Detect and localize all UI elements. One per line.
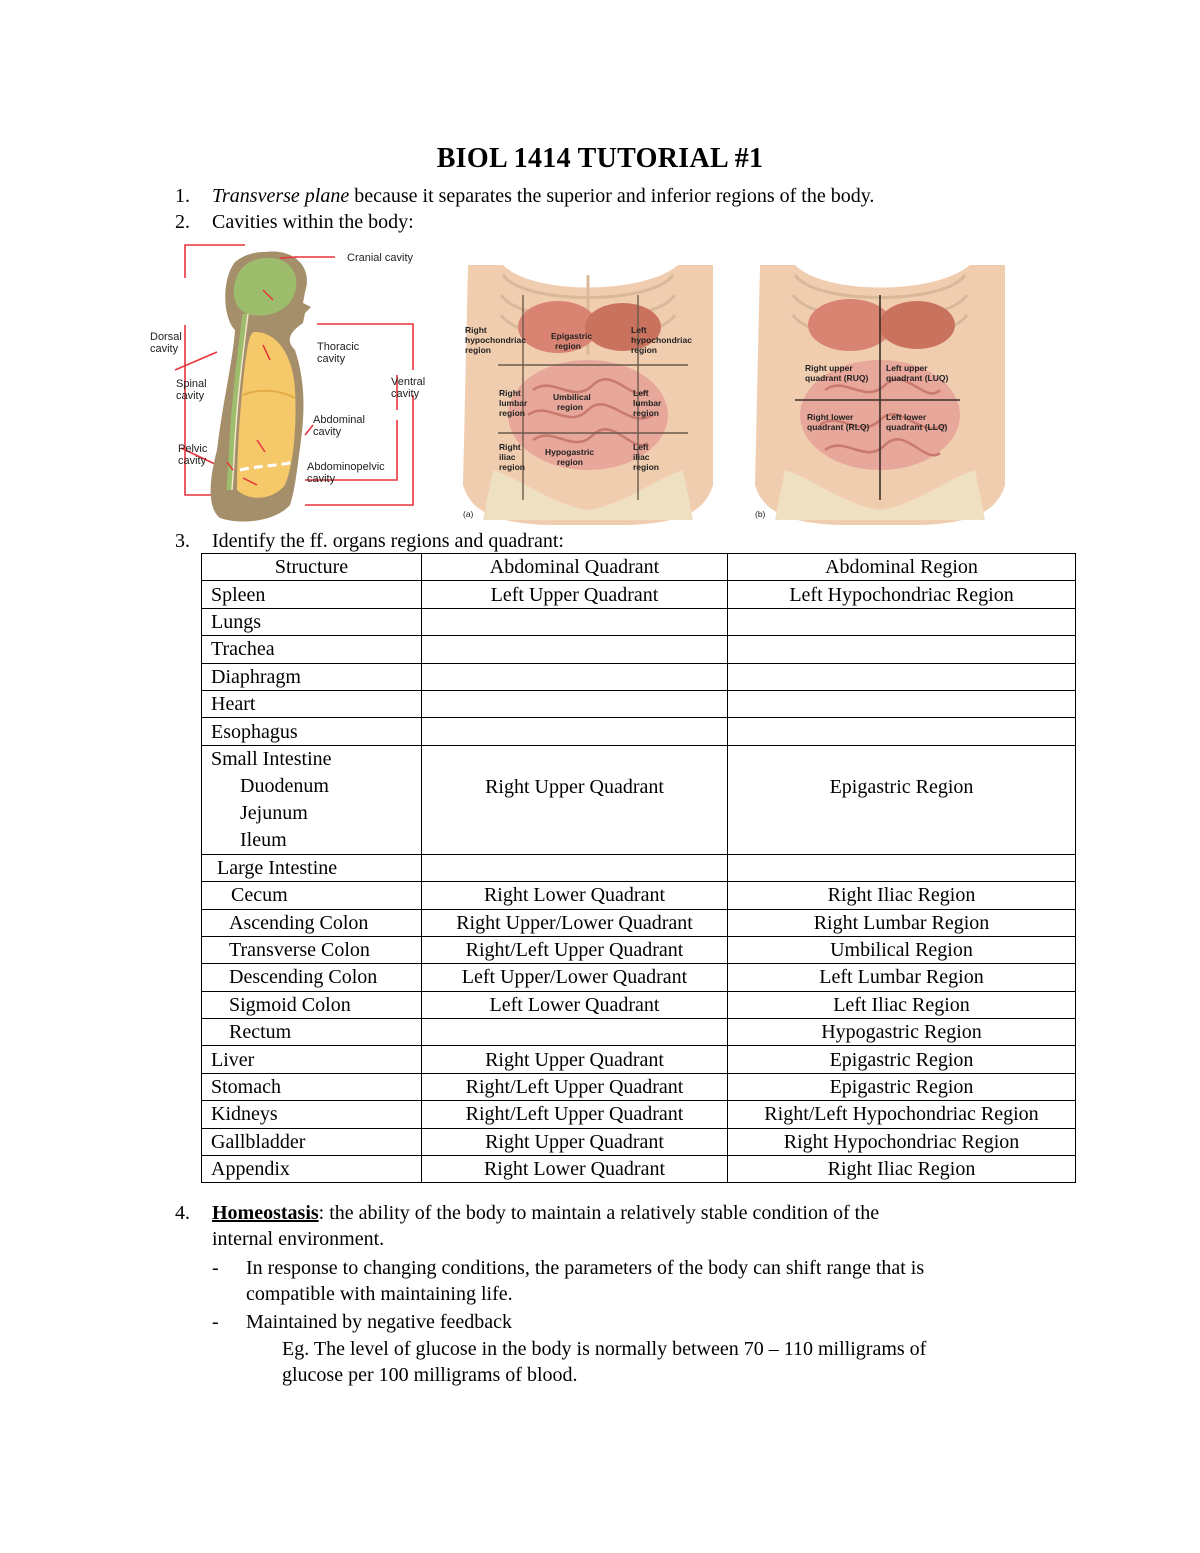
label-thoracic-cavity-2: cavity [317,353,346,365]
cell-quadrant: Right/Left Upper Quadrant [422,1073,728,1100]
bullet-dash: - [212,1257,219,1279]
label-left-iliac-2: iliac [633,452,650,462]
cell-region: Hypogastric Region [728,1019,1076,1046]
label-left-hypochondriac: Left [631,325,647,335]
label-spinal-cavity: Spinal [176,378,207,390]
cell-structure: Heart [202,690,422,717]
table-row-small-intestine [202,745,1076,854]
label-epigastric-2: region [555,341,581,351]
small-intestine-label: Small Intestine [211,747,332,770]
table-row [202,1156,1076,1183]
small-intestine-part: Duodenum [240,774,329,797]
header-region: Abdominal Region [728,554,1076,581]
bullet-dash: - [212,1311,219,1333]
cell-quadrant: Right Upper Quadrant [422,1128,728,1155]
header-quadrant: Abdominal Quadrant [422,554,728,581]
label-pelvic-cavity-2: cavity [178,455,207,467]
homeostasis-term: Homeostasis [212,1202,319,1224]
small-intestine-part: Jejunum [240,801,308,824]
cell-quadrant [422,636,728,663]
label-abdominopelvic-cavity-2: cavity [307,473,336,485]
table-row [202,718,1076,745]
abdominal-quadrants-figure [755,265,1005,525]
label-spinal-cavity-2: cavity [176,390,205,402]
label-right-lumbar: Right [499,388,521,398]
label-right-hypochondriac-2: hypochondriac [465,335,526,345]
table-row [202,608,1076,635]
cell-quadrant: Left Upper Quadrant [422,581,728,608]
bullet-1-text-2: compatible with maintaining life. [246,1283,513,1305]
cell-quadrant [422,663,728,690]
cell-quadrant [422,854,728,881]
label-right-lumbar-3: region [499,408,525,418]
cell-structure: Lungs [202,608,422,635]
small-intestine-part: Ileum [240,828,287,851]
cell-structure: Kidneys [202,1101,422,1128]
list-item-3 [175,528,564,554]
cell-structure: Esophagus [202,718,422,745]
table-row [202,690,1076,717]
cell-structure: Ascending Colon [202,909,422,936]
cell-structure: Liver [202,1046,422,1073]
cell-region [728,636,1076,663]
table-row [202,663,1076,690]
cell-region: Umbilical Region [728,936,1076,963]
label-left-lumbar-2: lumbar [633,398,662,408]
organs-table [201,553,1076,1183]
example-text: Eg. The level of glucose in the body is normally between 70 – 110 milligrams of [282,1338,927,1360]
label-right-lumbar-2: lumbar [499,398,528,408]
label-left-lumbar: Left [633,388,649,398]
cell-region: Epigastric Region [728,745,1076,854]
plane-term: Transverse plane [212,185,350,207]
bullet-1-text: In response to changing conditions, the parameters of the body can shift range that is [246,1257,925,1279]
label-hypogastric: Hypogastric [545,447,595,457]
label-dorsal-cavity-2: cavity [150,343,179,355]
table-row [202,1046,1076,1073]
label-ventral-cavity: Ventral [391,376,426,388]
list-number: 4. [175,1202,190,1224]
label-luq: Left upper [886,363,928,373]
cell-quadrant: Right Upper/Lower Quadrant [422,909,728,936]
cell-structure [202,745,422,854]
abdominal-regions-figure [463,265,713,525]
label-ruq: Right upper [805,363,853,373]
item2-text: Cavities within the body: [212,211,414,233]
cell-structure: Large Intestine [202,854,422,881]
cell-structure: Rectum [202,1019,422,1046]
label-rlq-2: quadrant (RLQ) [807,422,870,432]
cell-structure: Transverse Colon [202,936,422,963]
cell-region: Left Lumbar Region [728,964,1076,991]
label-right-iliac: Right [499,442,521,452]
item1-text: because it separates the superior and inferior regions of the body. [349,185,875,207]
figures-area [145,240,1045,525]
cell-region [728,690,1076,717]
example-text-2: glucose per 100 milligrams of blood. [282,1364,578,1386]
label-llq-2: quadrant (LLQ) [886,422,948,432]
cell-quadrant: Right/Left Upper Quadrant [422,936,728,963]
cell-structure: Diaphragm [202,663,422,690]
list-item-1 [175,183,874,209]
label-dorsal-cavity: Dorsal [150,331,182,343]
label-left-lumbar-3: region [633,408,659,418]
label-left-iliac: Left [633,442,649,452]
list-item-2 [175,209,414,235]
label-pelvic-cavity: Pelvic [178,443,208,455]
cell-structure: Sigmoid Colon [202,991,422,1018]
list-item-4 [175,1200,879,1226]
label-thoracic-cavity: Thoracic [317,341,360,353]
panel-label-a: (a) [463,509,474,519]
cell-structure: Trachea [202,636,422,663]
table-row [202,1128,1076,1155]
cell-structure: Gallbladder [202,1128,422,1155]
table-header-row [202,554,1076,581]
table-row [202,1101,1076,1128]
label-right-hypochondriac: Right [465,325,487,335]
table-row [202,991,1076,1018]
cell-quadrant [422,718,728,745]
page-title: BIOL 1414 TUTORIAL #1 [436,143,764,174]
label-epigastric: Epigastric [551,331,593,341]
cell-region: Right Hypochondriac Region [728,1128,1076,1155]
cell-structure: Spleen [202,581,422,608]
label-llq: Left lower [886,412,927,422]
bullet-2-text: Maintained by negative feedback [246,1311,512,1333]
list-number: 1. [175,185,190,207]
label-rlq: Right lower [807,412,854,422]
cell-structure: Appendix [202,1156,422,1183]
label-left-hypochondriac-2: hypochondriac [631,335,692,345]
label-umbilical: Umbilical [553,392,591,402]
label-abdominal-cavity-2: cavity [313,426,342,438]
label-left-iliac-3: region [633,462,659,472]
body-cavities-figure [150,245,425,522]
cell-region: Epigastric Region [728,1073,1076,1100]
cell-structure: Cecum [202,882,422,909]
cell-region: Right Iliac Region [728,882,1076,909]
label-right-iliac-3: region [499,462,525,472]
table-row [202,581,1076,608]
list-number: 2. [175,211,190,233]
cell-quadrant: Right/Left Upper Quadrant [422,1101,728,1128]
cell-quadrant: Right Upper Quadrant [422,745,728,854]
label-hypogastric-2: region [557,457,583,467]
cell-quadrant: Right Lower Quadrant [422,882,728,909]
panel-label-b: (b) [755,509,766,519]
cell-region: Left Hypochondriac Region [728,581,1076,608]
table-row-large-intestine [202,854,1076,881]
table-row [202,964,1076,991]
homeostasis-definition-2: internal environment. [212,1228,385,1250]
table-row [202,636,1076,663]
label-luq-2: quadrant (LUQ) [886,373,949,383]
label-abdominal-cavity: Abdominal [313,414,365,426]
label-abdominopelvic-cavity: Abdominopelvic [307,461,385,473]
label-left-hypochondriac-3: region [631,345,657,355]
table-row [202,936,1076,963]
homeostasis-definition: : the ability of the body to maintain a relatively stable condition of the [318,1202,880,1224]
cell-region [728,608,1076,635]
cell-quadrant: Left Lower Quadrant [422,991,728,1018]
table-row [202,882,1076,909]
table-row [202,909,1076,936]
label-ruq-2: quadrant (RUQ) [805,373,869,383]
cell-quadrant [422,690,728,717]
header-structure: Structure [202,554,422,581]
label-ventral-cavity-2: cavity [391,388,420,400]
cell-structure: Descending Colon [202,964,422,991]
cell-region [728,663,1076,690]
cell-quadrant: Right Upper Quadrant [422,1046,728,1073]
cell-region: Right Iliac Region [728,1156,1076,1183]
label-right-iliac-2: iliac [499,452,516,462]
label-right-hypochondriac-3: region [465,345,491,355]
cell-region [728,718,1076,745]
cell-region: Epigastric Region [728,1046,1076,1073]
cell-quadrant [422,608,728,635]
cell-region: Right Lumbar Region [728,909,1076,936]
table-row [202,1019,1076,1046]
cell-region: Right/Left Hypochondriac Region [728,1101,1076,1128]
cell-quadrant [422,1019,728,1046]
item3-text: Identify the ff. organs regions and quadrant: [212,530,564,552]
table-row [202,1073,1076,1100]
label-umbilical-2: region [557,402,583,412]
list-number: 3. [175,530,190,552]
cell-structure: Stomach [202,1073,422,1100]
cell-region: Left Iliac Region [728,991,1076,1018]
cell-quadrant: Left Upper/Lower Quadrant [422,964,728,991]
cell-region [728,854,1076,881]
label-cranial-cavity: Cranial cavity [347,252,414,264]
cell-quadrant: Right Lower Quadrant [422,1156,728,1183]
